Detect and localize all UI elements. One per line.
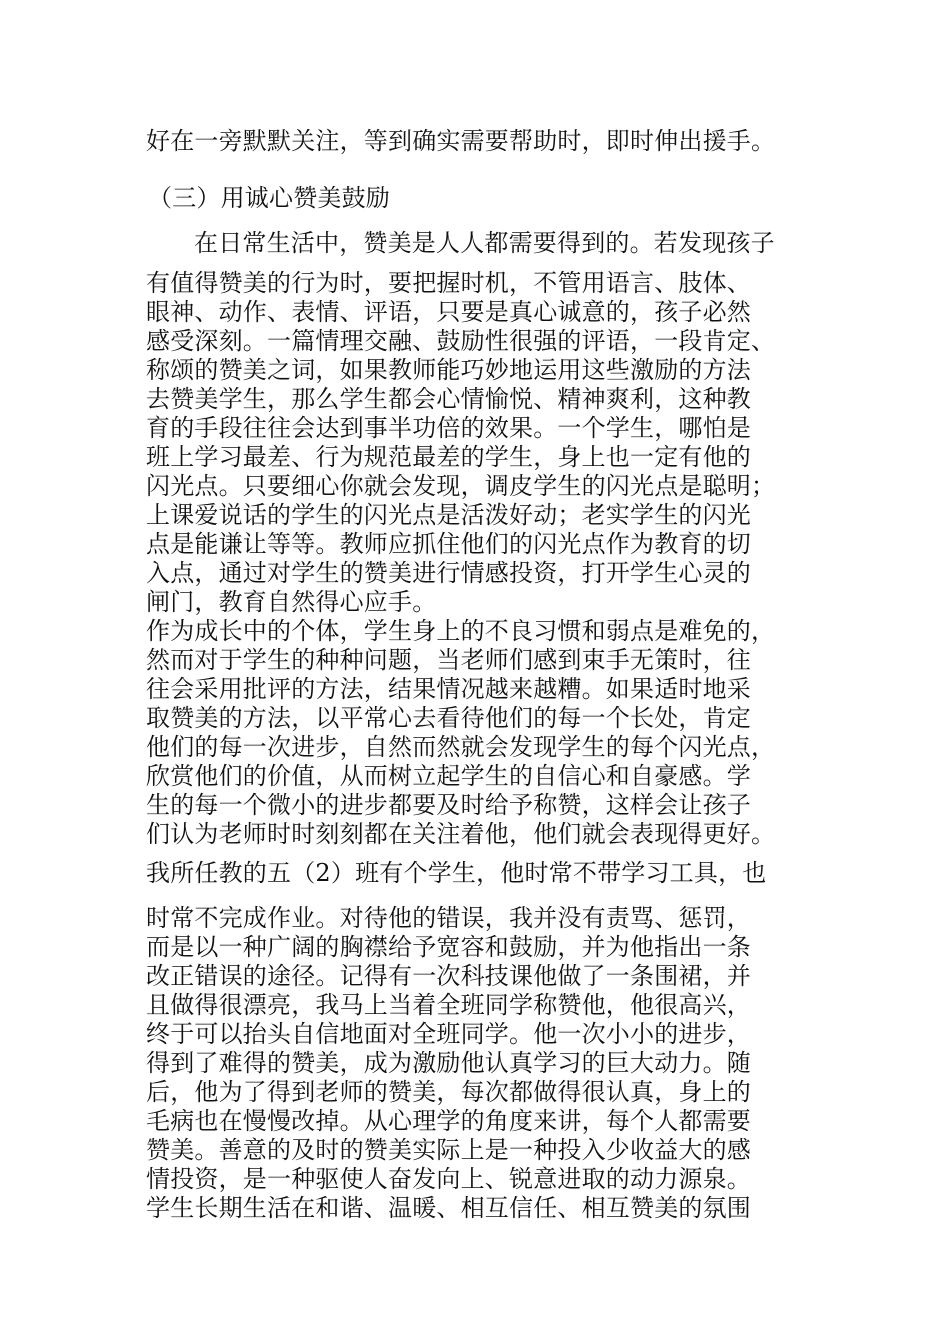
text-line: 在日常生活中，赞美是人人都需要得到的。若发现孩子 (194, 229, 775, 257)
text-line: 有值得赞美的行为时，要把握时机，不管用语言、肢体、 (146, 269, 751, 297)
text-line: 后，他为了得到老师的赞美，每次都做得很认真，身上的 (146, 1078, 751, 1106)
text-line: 往会采用批评的方法，结果情况越来越糟。如果适时地采 (146, 675, 751, 703)
text-line: 去赞美学生，那么学生都会心情愉悦、精神爽利，这种教 (146, 385, 751, 413)
text-line: 作为成长中的个体，学生身上的不良习惯和弱点是难免的， (146, 617, 776, 645)
text-line: 取赞美的方法，以平常心去看待他们的每一个长处，肯定 (146, 704, 751, 732)
text-line: 改正错误的途径。记得有一次科技课他做了一条围裙，并 (146, 962, 751, 990)
text-line: 班上学习最差、行为规范最差的学生，身上也一定有他的 (146, 443, 751, 471)
text-line: 闸门，教育自然得心应手。 (146, 588, 437, 616)
text-line: 们认为老师时时刻刻都在关注着他，他们就会表现得更好。 (146, 820, 776, 848)
text-line: 赞美。善意的及时的赞美实际上是一种投入少收益大的感 (146, 1136, 751, 1164)
text-line: 眼神、动作、表情、评语，只要是真心诚意的，孩子必然 (146, 298, 751, 326)
text-line: 我所任教的五（2）班有个学生，他时常不带学习工具，也 (146, 859, 767, 887)
section-heading: （三）用诚心赞美鼓励 (148, 184, 390, 212)
text-line: 闪光点。只要细心你就会发现，调皮学生的闪光点是聪明； (146, 472, 776, 500)
text-line: 上课爱说话的学生的闪光点是活泼好动；老实学生的闪光 (146, 501, 751, 529)
text-line: 感受深刻。一篇情理交融、鼓励性很强的评语，一段肯定、 (146, 327, 776, 355)
text-line: 且做得很漂亮，我马上当着全班同学称赞他，他很高兴， (146, 991, 751, 1019)
text-line: 情投资，是一种驱使人奋发向上、锐意进取的动力源泉。 (146, 1165, 751, 1193)
text-line: 时常不完成作业。对待他的错误，我并没有责骂、惩罚， (146, 904, 751, 932)
text-line: 好在一旁默默关注，等到确实需要帮助时，即时伸出援手。 (146, 127, 776, 155)
text-line: 而是以一种广阔的胸襟给予宽容和鼓励，并为他指出一条 (146, 933, 751, 961)
text-line: 生的每一个微小的进步都要及时给予称赞，这样会让孩子 (146, 791, 751, 819)
text-line: 入点，通过对学生的赞美进行情感投资，打开学生心灵的 (146, 559, 751, 587)
text-line: 称颂的赞美之词，如果教师能巧妙地运用这些激励的方法 (146, 356, 751, 384)
text-line: 毛病也在慢慢改掉。从心理学的角度来讲，每个人都需要 (146, 1107, 751, 1135)
text-line: 然而对于学生的种种问题，当老师们感到束手无策时，往 (146, 646, 751, 674)
text-line: 他们的每一次进步，自然而然就会发现学生的每个闪光点， (146, 733, 776, 761)
text-line: 终于可以抬头自信地面对全班同学。他一次小小的进步， (146, 1020, 751, 1048)
text-line: 欣赏他们的价值，从而树立起学生的自信心和自豪感。学 (146, 762, 751, 790)
text-line: 学生长期生活在和谐、温暖、相互信任、相互赞美的氛围 (146, 1194, 751, 1222)
text-line: 点是能谦让等等。教师应抓住他们的闪光点作为教育的切 (146, 530, 751, 558)
text-line: 育的手段往往会达到事半功倍的效果。一个学生，哪怕是 (146, 414, 751, 442)
text-line: 得到了难得的赞美，成为激励他认真学习的巨大动力。随 (146, 1049, 751, 1077)
